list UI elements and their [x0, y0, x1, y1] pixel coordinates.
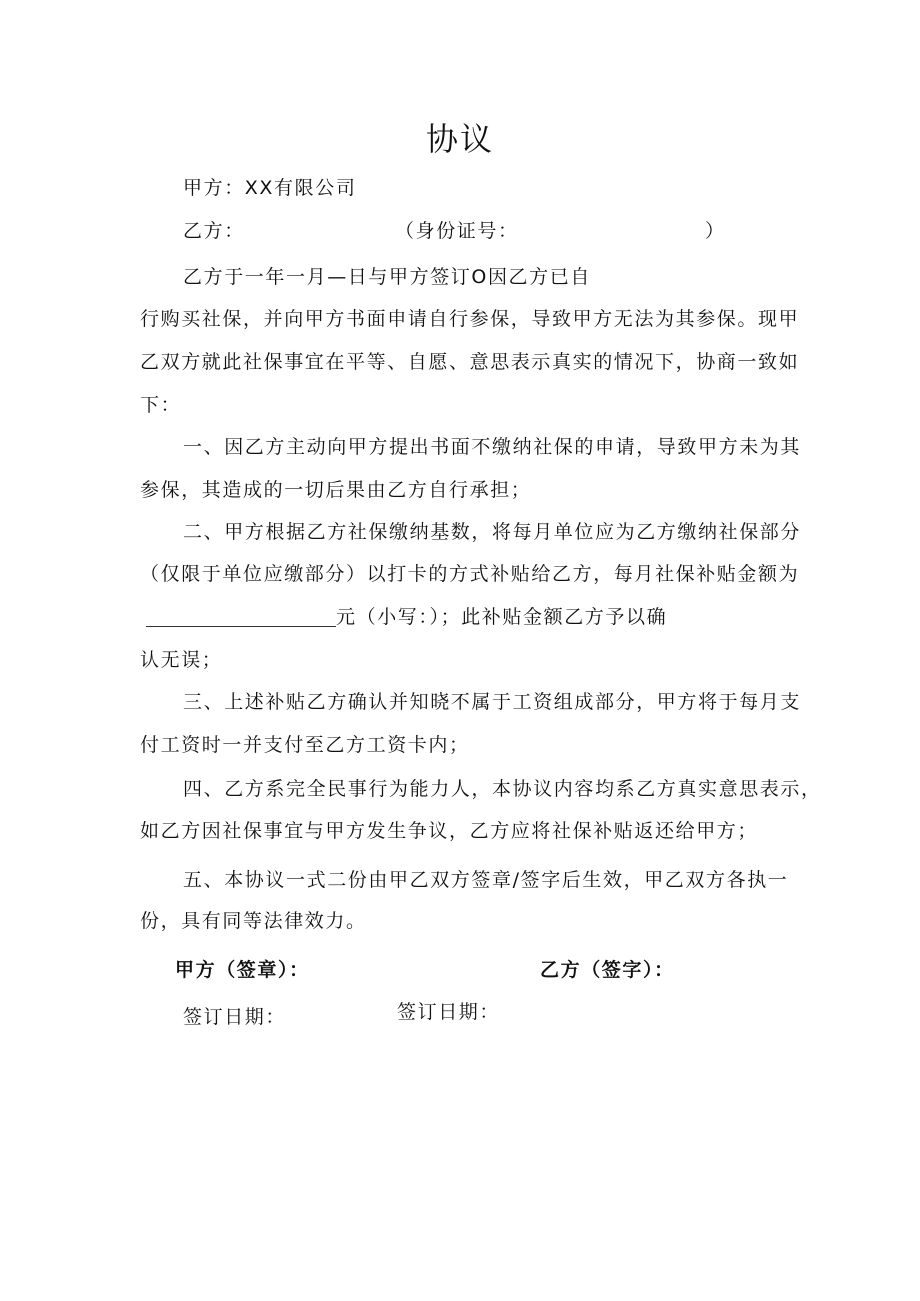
- party-a-line: 甲方：XX有限公司: [183, 177, 357, 199]
- clause-4-line-2: 如乙方因社保事宜与甲方发生争议，乙方应将社保补贴返还给甲方；: [140, 820, 759, 842]
- clause-1-line-1: 一、因乙方主动向甲方提出书面不缴纳社保的申请，导致甲方未为其: [183, 436, 802, 458]
- amount-blank: [146, 606, 336, 627]
- clause-2-line-1: 二、甲方根据乙方社保缴纳基数，将每月单位应为乙方缴纳社保部分: [183, 521, 802, 543]
- clause-1-line-2: 参保，其造成的一切后果由乙方自行承担；: [140, 479, 532, 501]
- clause-2-line-3: [146, 605, 667, 629]
- clause-3-line-1: 三、上述补贴乙方确认并知晓不属于工资组成部分，甲方将于每月支: [183, 691, 802, 713]
- party-a-sign-date-label: 签订日期：: [183, 1006, 287, 1028]
- document-title: 协议: [425, 120, 494, 158]
- id-number-close: ）: [705, 220, 726, 242]
- clause-2-line-4: 认无误；: [140, 649, 223, 671]
- party-a-signature-label: 甲方（签章）：: [175, 959, 310, 981]
- id-number-label: （身份证号：: [395, 220, 519, 242]
- party-b-sign-date-label: 签订日期：: [397, 1001, 501, 1023]
- intro-line-2: 行购买社保，并向甲方书面申请自行参保，导致甲方无法为其参保。现甲: [140, 308, 800, 330]
- clause-2-line-3-text: 元（小写：）；此补贴金额乙方予以确: [336, 606, 668, 628]
- intro-line-3: 乙双方就此社保事宜在平等、自愿、意思表示真实的情况下，协商一致如: [140, 351, 800, 373]
- clause-4-line-1: 四、乙方系完全民事行为能力人，本协议内容均系乙方真实意思表示，: [183, 778, 822, 800]
- intro-line-4: 下：: [140, 394, 182, 416]
- clause-5-line-1: 五、本协议一式二份由甲乙双方签章/签字后生效，甲乙双方各执一: [183, 869, 789, 891]
- party-b-label: 乙方：: [183, 220, 245, 242]
- party-b-signature-label: 乙方（签字）：: [540, 959, 675, 981]
- clause-5-line-2: 份，具有同等法律效力。: [140, 910, 367, 932]
- clause-3-line-2: 付工资时一并支付至乙方工资卡内；: [140, 734, 470, 756]
- clause-2-line-2: （仅限于单位应缴部分）以打卡的方式补贴给乙方，每月社保补贴金额为: [140, 563, 800, 585]
- intro-line-1: 乙方于一年一月—日与甲方签订O因乙方已自: [183, 266, 591, 288]
